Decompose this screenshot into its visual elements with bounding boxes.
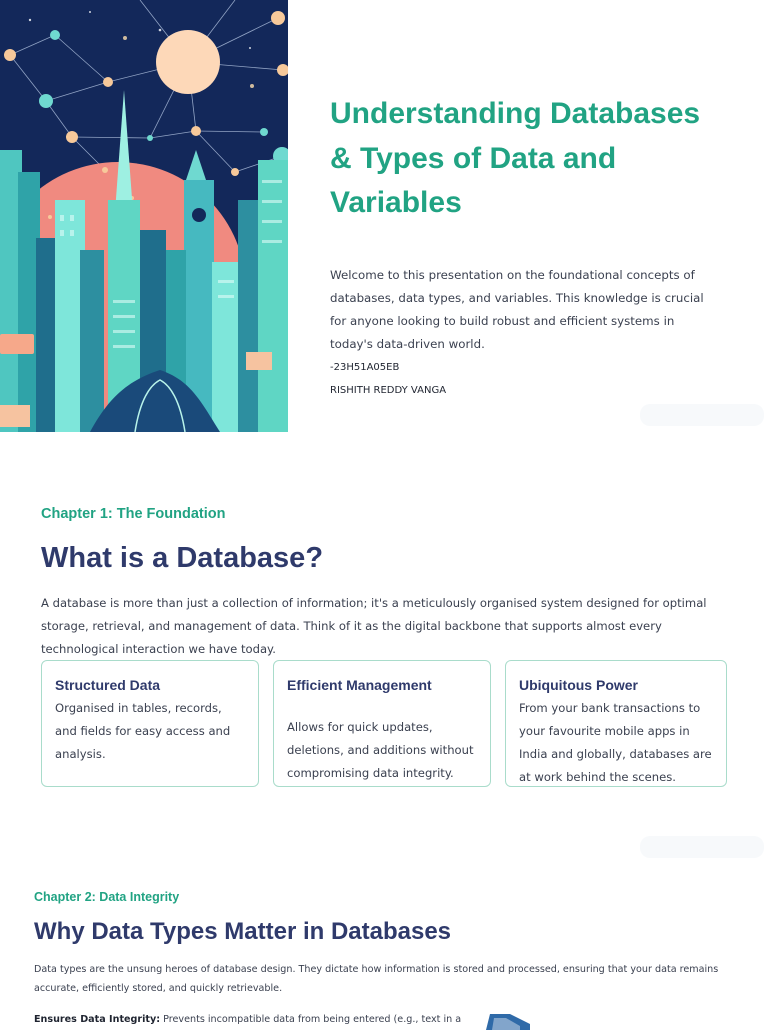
card-body: Organised in tables, records, and fields for easy access and analysis. xyxy=(55,701,231,761)
card-body: Allows for quick updates, deletions, and additions without compromising data integrity. xyxy=(287,720,474,780)
feature-cards xyxy=(41,660,727,791)
presentation-title: Understanding Databases & Types of Data and Variables xyxy=(330,97,701,219)
author-name: RISHITH REDDY VANGA xyxy=(330,384,447,396)
presentation-intro: Welcome to this presentation on the foundational concepts of databases, data types, and variables. This knowledge is crucial for anyone looking to build robust and efficient systems in today's data-driven world. xyxy=(330,267,704,351)
slide-divider-shadow xyxy=(640,836,764,858)
chapter-1-section xyxy=(41,504,731,661)
data-integrity-point xyxy=(34,1010,462,1029)
card-title: Structured Data xyxy=(55,677,161,693)
card-body: From your bank transactions to your favourite mobile apps in India and globally, databases are at work behind the scenes. xyxy=(519,701,712,784)
chapter-2-intro: Data types are the unsung heroes of database design. They dictate how information is stored and processed, ensuring that your data remains accurate, efficiently stored, and quickly retrievable. xyxy=(34,964,719,994)
feature-card xyxy=(505,660,727,787)
hero-illustration xyxy=(0,0,288,432)
point-label: Ensures Data Integrity: xyxy=(34,1014,161,1025)
chapter-1-eyebrow: Chapter 1: The Foundation xyxy=(41,506,226,522)
feature-card xyxy=(273,660,491,787)
hero-text-block xyxy=(330,92,720,402)
chapter-2-title: Why Data Types Matter in Databases xyxy=(34,918,452,945)
card-title: Ubiquitous Power xyxy=(519,677,638,693)
roll-number: -23H51A05EB xyxy=(330,361,400,373)
point-text: Prevents incompatible data from being entered (e.g., text in a xyxy=(160,1014,462,1025)
chapter-2-illustration-icon xyxy=(480,1010,600,1030)
slide-divider-shadow xyxy=(640,404,764,426)
chapter-1-intro: A database is more than just a collection of information; it's a meticulously organised system designed for optimal storage, retrieval, and management of data. Think of it as the digital backbone that supports almost every technological interaction we have today. xyxy=(41,596,707,656)
chapter-2-eyebrow: Chapter 2: Data Integrity xyxy=(34,890,180,904)
card-title: Efficient Management xyxy=(287,677,432,693)
chapter-1-title: What is a Database? xyxy=(41,542,324,574)
feature-card xyxy=(41,660,259,787)
futuristic-city-icon xyxy=(0,0,288,432)
chapter-2-section xyxy=(34,888,734,1029)
